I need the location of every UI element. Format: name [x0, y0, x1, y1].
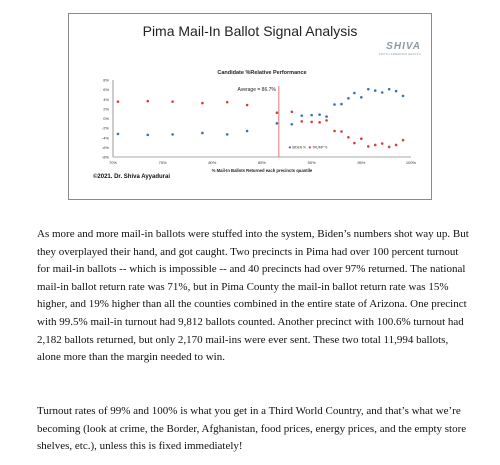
x-tick-label: 95% — [357, 160, 366, 165]
x-tick-label: 100% — [405, 160, 417, 165]
legend-marker — [289, 146, 291, 148]
data-point — [367, 145, 370, 148]
data-point — [402, 95, 405, 98]
y-tick-label: 2% — [103, 106, 109, 112]
data-point — [246, 130, 249, 133]
scatter-chart — [69, 14, 431, 199]
data-point — [333, 130, 336, 133]
data-point — [300, 120, 303, 123]
data-point — [333, 103, 336, 106]
data-point — [201, 132, 204, 135]
data-point — [388, 88, 391, 91]
article-paragraph: As more and more mail-in ballots were stuffed into the system, Biden’s numbers shot way up. But they overplayed their hand, and got caught. Two precincts in Pima had over 100 percent turnout for mail-in ballots -- which is impossible -- and 40 precincts had over 97% returned. The national mail-in ballot return rate was 71%, but in Pima County the mail-in ballot return rate was 15% higher, and 19% higher than all the counties combined in the entire state of Arizona. One precinct with 99.5% mail-in turnout had 9,812 ballots counted. Another precinct with 100.6% turnout had 2,182 ballots returned, but only 2,170 mail-ins were ever sent. These two total 11,994 ballots, alone more than the margin needed to win. — [37, 228, 469, 364]
data-point — [310, 121, 313, 124]
data-point — [367, 88, 370, 91]
y-tick-label: -2% — [101, 125, 109, 131]
data-point — [340, 103, 343, 106]
average-annotation: Average = 86.7% — [237, 87, 276, 93]
y-tick-label: -8% — [101, 154, 109, 160]
data-point — [318, 113, 321, 116]
x-tick-label: 75% — [158, 160, 167, 165]
legend-label: BIDEN % — [292, 145, 306, 150]
data-point — [347, 136, 350, 139]
data-point — [381, 91, 384, 94]
x-axis-label: % Mail-In Ballots Returned each precincts quantile — [211, 168, 313, 173]
legend-marker — [309, 146, 311, 148]
data-point — [388, 146, 391, 149]
data-point — [353, 92, 356, 95]
data-point — [325, 119, 328, 122]
data-point — [117, 100, 120, 103]
legend-label: TRUMP % — [312, 145, 328, 150]
data-point — [117, 133, 120, 136]
data-point — [325, 115, 328, 118]
data-point — [226, 133, 229, 136]
y-tick-label: -4% — [101, 135, 109, 141]
copyright-notice: ©2021. Dr. Shiva Ayyadurai — [93, 174, 171, 180]
data-point — [347, 97, 350, 100]
logo-wordmark: SHIVA — [386, 41, 421, 52]
data-point — [395, 144, 398, 147]
data-point — [353, 142, 356, 145]
data-point — [360, 96, 363, 99]
logo-tagline: TRUTH FREEDOM HEALTH — [378, 52, 421, 56]
data-point — [226, 101, 229, 104]
x-tick-label: 80% — [208, 160, 217, 165]
y-tick-label: 4% — [103, 96, 109, 102]
data-point — [201, 102, 204, 105]
data-point — [360, 137, 363, 140]
data-point — [291, 110, 294, 113]
data-point — [310, 114, 313, 117]
data-point — [374, 89, 377, 92]
data-point — [318, 121, 321, 124]
data-point — [395, 90, 398, 93]
data-point — [146, 100, 149, 103]
data-point — [374, 144, 377, 147]
chart-title: Candidate %Relative Performance — [217, 70, 307, 76]
y-tick-label: 0% — [103, 116, 109, 121]
y-tick-label: -6% — [101, 144, 109, 150]
data-point — [276, 122, 279, 125]
data-point — [340, 130, 343, 133]
data-point — [276, 111, 279, 114]
data-point — [146, 134, 149, 137]
article-paragraph: Turnout rates of 99% and 100% is what you get in a Third World Country, and that’s what we’re becoming (look at crime, the Border, Afghanistan, food prices, energy prices, and the empty store shelves, etc.), unless this is fixed immediately! — [37, 405, 467, 453]
data-point — [171, 133, 174, 136]
data-point — [171, 100, 174, 103]
data-point — [291, 123, 294, 126]
data-point — [402, 139, 405, 142]
figure-title: Pima Mail-In Ballot Signal Analysis — [142, 23, 358, 39]
y-tick-label: 8% — [103, 77, 109, 83]
data-point — [300, 114, 303, 117]
chart-figure — [68, 13, 432, 200]
x-tick-label: 70% — [108, 160, 118, 165]
data-point — [246, 104, 249, 107]
data-point — [381, 142, 384, 145]
x-tick-label: 90% — [307, 160, 316, 165]
y-tick-label: 6% — [103, 87, 109, 93]
x-tick-label: 85% — [257, 160, 267, 165]
